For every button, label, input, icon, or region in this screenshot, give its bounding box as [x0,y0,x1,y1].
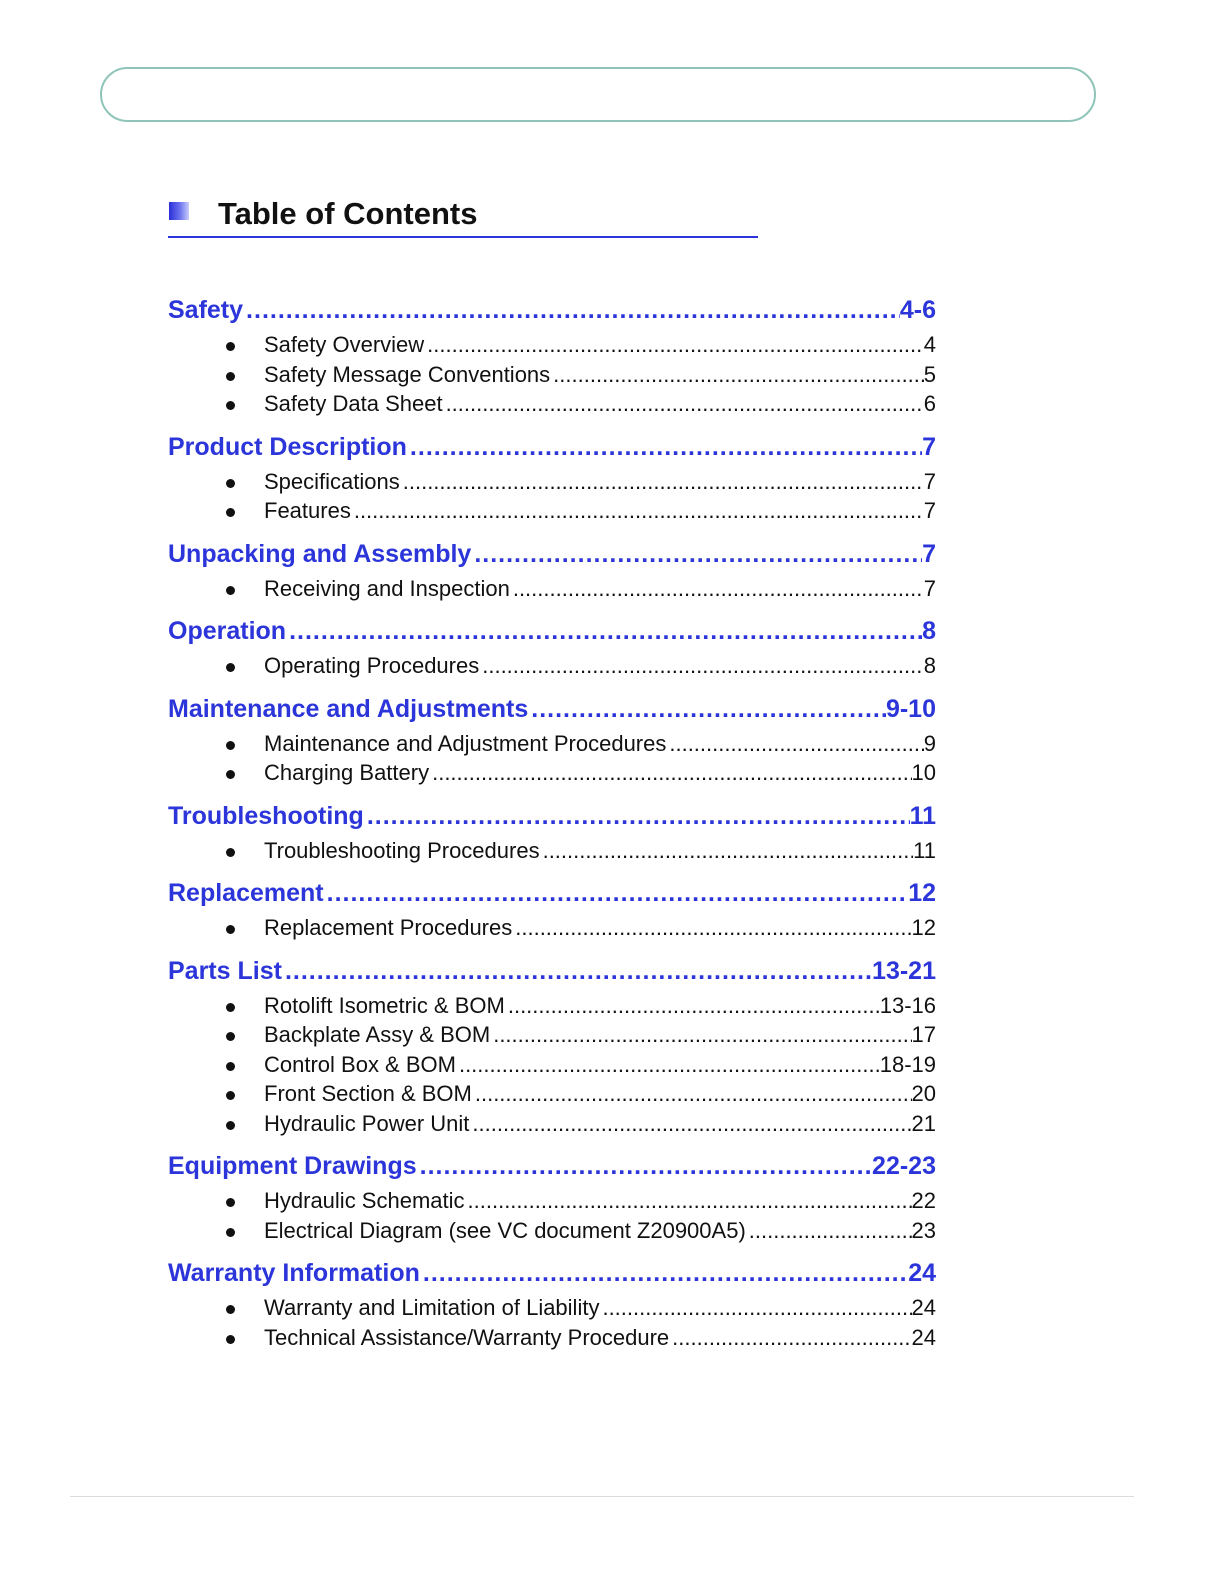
dot-leader [286,617,922,646]
dot-leader [490,1022,911,1048]
section-page-number[interactable]: 7 [922,539,936,568]
item-label[interactable]: Receiving and Inspection [264,575,510,601]
toc-section [168,957,936,1141]
section-page-number[interactable]: 13-21 [872,956,936,985]
item-page-number[interactable]: 7 [923,468,936,494]
dot-leader [666,731,923,757]
item-page-number[interactable]: 6 [923,391,936,416]
toc-section [168,695,936,790]
bullet-icon [226,741,235,750]
dot-leader [472,1081,912,1107]
toc-item[interactable] [168,1022,936,1052]
item-label[interactable]: Charging Battery [264,760,430,785]
item-label[interactable]: Control Box & BOM [264,1051,456,1077]
bullet-icon [226,342,235,351]
toc-section-entry[interactable] [168,1152,936,1188]
toc-section-entry[interactable] [168,296,936,332]
section-page-number[interactable]: 9-10 [885,694,936,723]
toc-item[interactable] [168,498,936,528]
section-title[interactable]: Parts List [168,956,282,985]
bullet-icon [226,1091,235,1100]
bullet-icon [226,1198,235,1207]
toc-item[interactable] [168,1218,936,1248]
item-page-number[interactable]: 12 [911,915,936,940]
section-title[interactable]: Warranty Information [168,1259,420,1287]
item-page-number[interactable]: 4 [923,332,936,357]
toc-item[interactable] [168,576,936,606]
bullet-icon [226,372,235,381]
item-label[interactable]: Features [264,498,351,523]
footer-divider [70,1496,1134,1497]
item-label[interactable]: Replacement Procedures [264,915,513,940]
dot-leader [528,695,886,724]
toc-section [168,433,936,528]
item-page-number[interactable]: 7 [923,498,936,523]
item-page-number[interactable]: 24 [911,1324,936,1350]
item-page-number[interactable]: 23 [911,1217,936,1243]
dot-leader [420,1259,908,1288]
item-page-number[interactable]: 9 [923,730,936,756]
dot-leader [669,1325,911,1351]
dot-leader [429,760,911,786]
bullet-icon [226,848,235,857]
section-page-number[interactable]: 11 [909,801,936,830]
dot-leader [351,498,924,524]
toc-item[interactable] [168,653,936,683]
toc-section-entry[interactable] [168,1259,936,1295]
item-page-number[interactable]: 5 [923,361,936,387]
dot-leader [512,915,911,941]
item-label[interactable]: Hydraulic Power Unit [264,1110,470,1136]
item-label[interactable]: Front Section & BOM [264,1081,472,1106]
toc-item[interactable] [168,915,936,945]
dot-leader [471,540,922,569]
toc-section [168,1259,936,1354]
section-page-number[interactable]: 12 [908,879,936,907]
section-title[interactable]: Operation [168,617,287,645]
bullet-icon [226,1228,235,1237]
item-label[interactable]: Hydraulic Schematic [264,1188,465,1213]
toc-item[interactable] [168,1295,936,1325]
item-page-number[interactable]: 17 [911,1022,936,1047]
toc-item[interactable] [168,1052,936,1082]
table-of-contents [168,296,936,1366]
toc-item[interactable] [168,1111,936,1141]
item-page-number[interactable]: 13-16 [879,992,936,1018]
toc-item[interactable] [168,332,936,362]
dot-leader [510,576,924,602]
toc-section [168,540,936,606]
item-page-number[interactable]: 22 [911,1188,936,1213]
item-label[interactable]: Troubleshooting Procedures [264,837,540,863]
toc-item[interactable] [168,993,936,1023]
toc-section-entry[interactable] [168,540,936,576]
toc-section [168,296,936,421]
dot-leader [282,957,872,986]
toc-section [168,617,936,683]
section-page-number[interactable]: 4-6 [899,296,936,324]
section-title[interactable]: Product Description [168,432,407,461]
toc-section-entry[interactable] [168,695,936,731]
toc-section-entry[interactable] [168,957,936,993]
toc-item[interactable] [168,1325,936,1355]
dot-leader [540,838,914,864]
dot-leader [505,993,880,1019]
item-page-number[interactable]: 11 [913,837,936,863]
item-label[interactable]: Electrical Diagram (see VC document Z20900A5) [264,1217,746,1243]
toc-item[interactable] [168,362,936,392]
toc-section [168,879,936,945]
header-band [100,67,1096,122]
bullet-icon [226,508,235,517]
section-title[interactable]: Equipment Drawings [168,1152,417,1180]
item-page-number[interactable]: 8 [923,653,936,678]
item-label[interactable]: Safety Data Sheet [264,391,443,416]
item-page-number[interactable]: 7 [923,575,936,601]
section-title[interactable]: Maintenance and Adjustments [168,694,529,723]
dot-leader [400,469,924,495]
heading-square-icon [169,202,189,220]
toc-section-entry[interactable] [168,879,936,915]
bullet-icon [226,770,235,779]
dot-leader [324,879,909,908]
item-page-number[interactable]: 10 [911,760,936,785]
item-page-number[interactable]: 20 [911,1081,936,1106]
section-page-number[interactable]: 24 [908,1259,936,1287]
item-label[interactable]: Technical Assistance/Warranty Procedure [264,1324,670,1350]
bullet-icon [226,1121,235,1130]
toc-item[interactable] [168,1081,936,1111]
dot-leader [550,362,924,388]
bullet-icon [226,925,235,934]
item-page-number[interactable]: 18-19 [879,1051,936,1077]
bullet-icon [226,1032,235,1041]
section-title[interactable]: Replacement [168,879,324,907]
toc-section [168,1152,936,1247]
toc-item[interactable] [168,1188,936,1218]
dot-leader [424,332,924,358]
dot-leader [599,1295,911,1321]
section-page-number[interactable]: 22-23 [872,1152,936,1180]
toc-item[interactable] [168,469,936,499]
section-page-number[interactable]: 8 [922,617,936,645]
dot-leader [469,1111,911,1137]
item-label[interactable]: Backplate Assy & BOM [264,1022,491,1047]
item-label[interactable]: Warranty and Limitation of Liability [264,1295,600,1320]
item-label[interactable]: Safety Overview [264,332,425,357]
section-title[interactable]: Safety [168,296,244,324]
toc-item[interactable] [168,838,936,868]
dot-leader [479,653,924,679]
toc-section-entry[interactable] [168,617,936,653]
dot-leader [443,391,924,417]
bullet-icon [226,586,235,595]
page-title: Table of Contents [218,196,478,231]
section-title[interactable]: Unpacking and Assembly [168,539,472,568]
toc-item[interactable] [168,760,936,790]
section-page-number[interactable]: 7 [922,432,936,461]
dot-leader [407,433,922,462]
dot-leader [243,296,900,325]
dot-leader [465,1188,912,1214]
dot-leader [456,1052,880,1078]
bullet-icon [226,1305,235,1314]
toc-item[interactable] [168,391,936,421]
bullet-icon [226,1062,235,1071]
item-page-number[interactable]: 24 [911,1295,936,1320]
section-title[interactable]: Troubleshooting [168,801,364,830]
bullet-icon [226,663,235,672]
toc-section-entry[interactable] [168,433,936,469]
item-label[interactable]: Specifications [264,468,400,494]
item-label[interactable]: Maintenance and Adjustment Procedures [264,730,667,756]
bullet-icon [226,401,235,410]
item-label[interactable]: Rotolift Isometric & BOM [264,992,505,1018]
item-label[interactable]: Safety Message Conventions [264,361,551,387]
bullet-icon [226,1003,235,1012]
toc-item[interactable] [168,731,936,761]
bullet-icon [226,1335,235,1344]
toc-section-entry[interactable] [168,802,936,838]
dot-leader [364,802,910,831]
item-label[interactable]: Operating Procedures [264,653,480,678]
toc-heading [168,196,758,238]
bullet-icon [226,479,235,488]
dot-leader [417,1152,872,1181]
toc-section [168,802,936,868]
item-page-number[interactable]: 21 [911,1110,936,1136]
dot-leader [746,1218,912,1244]
